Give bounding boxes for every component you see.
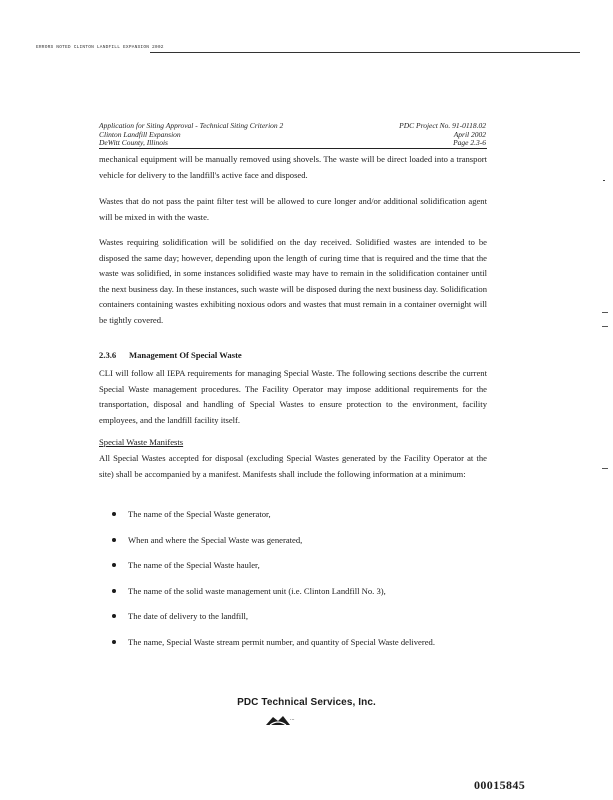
bullet-icon (112, 563, 116, 567)
manifest-bullet-list (112, 508, 487, 662)
list-item-text: When and where the Special Waste was generated, (128, 534, 303, 545)
paragraph-solidification: Wastes requiring solidification will be solidified on the day received. Solidified wastes are intended to be disposed the same day; however, depending upon the length of curing time that is required and the time that the waste was solidified, in some instances solidified waste may have to remain in the solidification container until the next business day. In these instances, such waste will be disposed during the next business day. Solidification containers containing wastes exhibiting noxious odors and wastes that must remain in a container overnight will be tightly covered. (99, 237, 487, 325)
list-item (112, 610, 487, 636)
page-header-right (399, 122, 486, 148)
bullet-icon (112, 614, 116, 618)
bullet-icon (112, 512, 116, 516)
scan-margin-mark (602, 326, 608, 327)
paragraph-paint-filter: Wastes that do not pass the paint filter test will be allowed to cure longer and/or additional solidification agent will be mixed in with the waste. (99, 196, 487, 222)
header-rule (99, 148, 487, 149)
scan-speck (603, 180, 605, 181)
page-header-left (99, 122, 283, 148)
list-item (112, 636, 487, 662)
list-item (112, 585, 487, 611)
document-date: April 2002 (453, 129, 486, 139)
header-left-line-2: Clinton Landfill Expansion (99, 129, 181, 139)
logo-trailing-mark: ... (290, 716, 295, 722)
header-left-line-1: Application for Siting Approval - Technical Siting Criterion 2 (99, 121, 284, 130)
subheading-special-waste-manifests: Special Waste Manifests (99, 437, 184, 447)
fax-transmission-header: ERRORS NOTED CLINTON LANDFILL EXPANSION 2002 (36, 45, 164, 50)
section-heading (99, 350, 242, 360)
list-item-text: The date of delivery to the landfill, (128, 611, 249, 622)
list-item (112, 534, 487, 560)
paragraph-mechanical-equipment: mechanical equipment will be manually removed using shovels. The waste will be direct loaded into a transport vehicle for delivery to the landfill's active face and disposed. (99, 154, 487, 180)
project-number: PDC Project No. 91-0118.02 (399, 121, 486, 130)
bullet-icon (112, 640, 116, 644)
paragraph-manifest-requirements: All Special Wastes accepted for disposal (excluding Special Wastes generated by the Facility Operator at the site) shall be accompanied by a manifest. Manifests shall include the following information at a minimum: (99, 453, 487, 479)
pdc-logo-icon (265, 714, 291, 726)
fax-header-rule (150, 52, 580, 53)
scan-margin-mark (602, 312, 608, 313)
bullet-icon (112, 589, 116, 593)
section-title: Management Of Special Waste (129, 350, 242, 360)
header-left-line-3: DeWitt County, Illinois (99, 138, 168, 148)
bullet-icon (112, 538, 116, 542)
scan-margin-mark (602, 468, 608, 469)
bates-number: 00015845 (474, 778, 526, 792)
paragraph-special-waste-intro: CLI will follow all IEPA requirements for managing Special Waste. The following sections describe the current Special Waste management procedures. The Facility Operator may impose additional requirements for the transportation, disposal and handling of Special Wastes to ensure protection to the environment, facility employees, and the landfill facility itself. (99, 368, 487, 425)
list-item (112, 508, 487, 534)
footer-company-name: PDC Technical Services, Inc. (237, 697, 376, 708)
list-item-text: The name, Special Waste stream permit number, and quantity of Special Waste delivered. (128, 636, 435, 647)
section-number: 2.3.6 (99, 350, 117, 360)
list-item-text: The name of the Special Waste hauler, (128, 560, 260, 571)
page-number: Page 2.3-6 (453, 138, 486, 148)
list-item (112, 559, 487, 585)
list-item-text: The name of the solid waste management unit (i.e. Clinton Landfill No. 3), (128, 585, 386, 596)
list-item-text: The name of the Special Waste generator, (128, 509, 271, 519)
